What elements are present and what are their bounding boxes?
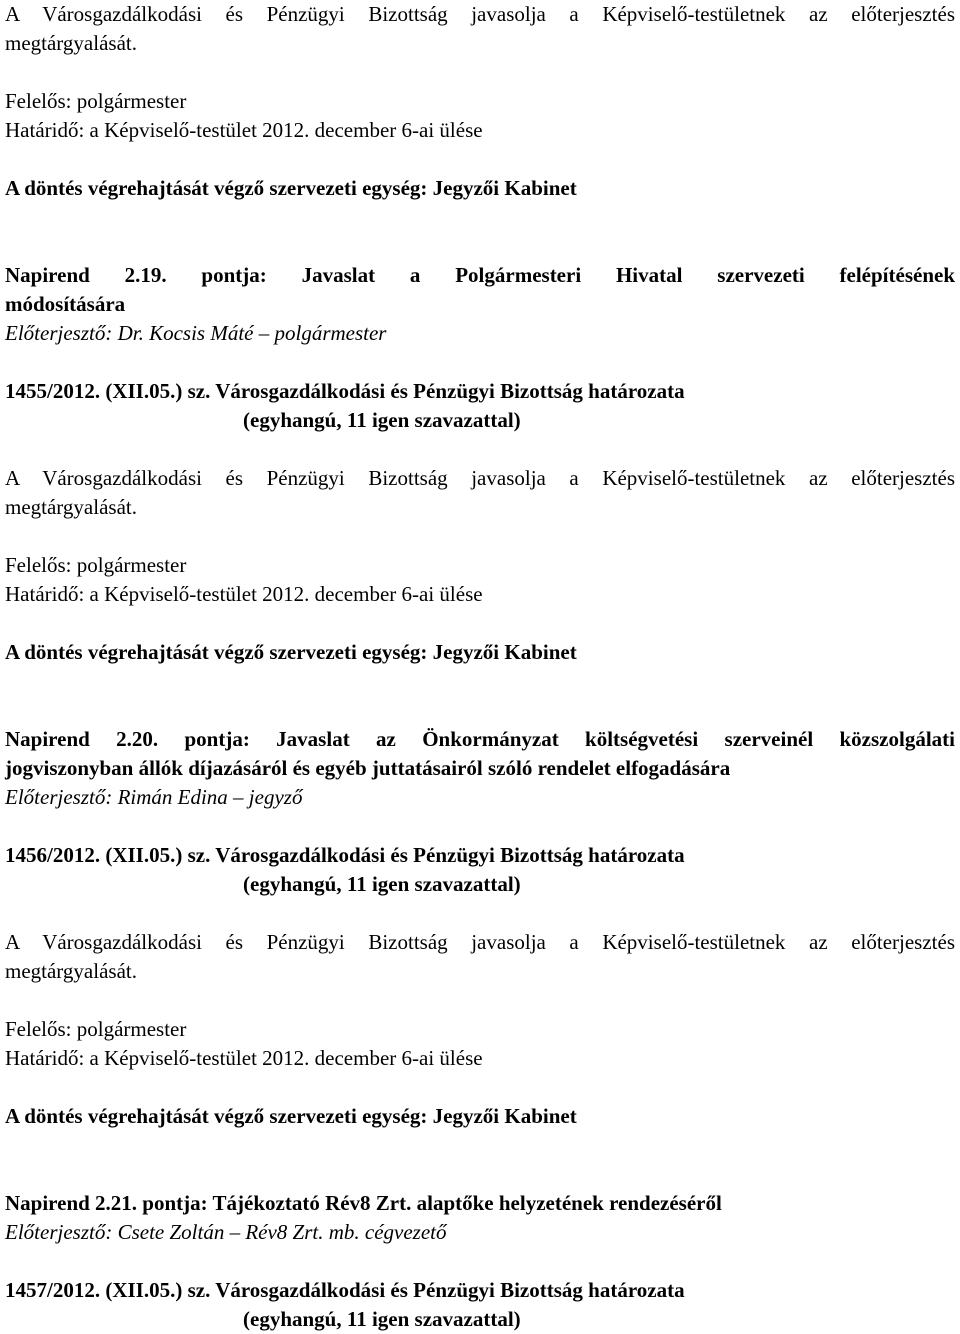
- recommendation-text: megtárgyalását.: [5, 959, 137, 983]
- vote-result: (egyhangú, 11 igen szavazattal): [243, 408, 521, 432]
- vote-result: (egyhangú, 11 igen szavazattal): [243, 1307, 521, 1331]
- recommendation-text: A Városgazdálkodási és Pénzügyi Bizottság javasolja a Képviselő-testületnek az előterjesztés: [5, 2, 955, 26]
- executor-line: A döntés végrehajtását végző szervezeti egység: Jegyzői Kabinet: [5, 640, 577, 664]
- recommendation-text: A Városgazdálkodási és Pénzügyi Bizottság javasolja a Képviselő-testületnek az előterjesztés: [5, 930, 955, 954]
- agenda-title: Napirend 2.21. pontja: Tájékoztató Rév8 Zrt. alaptőke helyzetének rendezéséről: [5, 1191, 722, 1215]
- recommendation-text: megtárgyalását.: [5, 31, 137, 55]
- responsible-line: Felelős: polgármester: [5, 553, 187, 577]
- resolution-heading: 1455/2012. (XII.05.) sz. Városgazdálkodási és Pénzügyi Bizottság határozata: [5, 379, 685, 403]
- presenter-line: Előterjesztő: Rimán Edina – jegyző: [5, 785, 303, 809]
- recommendation-text: megtárgyalását.: [5, 495, 137, 519]
- responsible-line: Felelős: polgármester: [5, 1017, 187, 1041]
- resolution-heading: 1457/2012. (XII.05.) sz. Városgazdálkodási és Pénzügyi Bizottság határozata: [5, 1278, 685, 1302]
- recommendation-text: A Városgazdálkodási és Pénzügyi Bizottság javasolja a Képviselő-testületnek az előterjesztés: [5, 466, 955, 490]
- executor-line: A döntés végrehajtását végző szervezeti egység: Jegyzői Kabinet: [5, 176, 577, 200]
- presenter-line: Előterjesztő: Csete Zoltán – Rév8 Zrt. mb. cégvezető: [5, 1220, 447, 1244]
- vote-result: (egyhangú, 11 igen szavazattal): [243, 872, 521, 896]
- deadline-line: Határidő: a Képviselő-testület 2012. december 6-ai ülése: [5, 1046, 483, 1070]
- agenda-title: Napirend 2.20. pontja: Javaslat az Önkormányzat költségvetési szerveinél közszolgálati: [5, 727, 955, 751]
- executor-line: A döntés végrehajtását végző szervezeti egység: Jegyzői Kabinet: [5, 1104, 577, 1128]
- agenda-title: módosítására: [5, 292, 126, 316]
- presenter-line: Előterjesztő: Dr. Kocsis Máté – polgármester: [5, 321, 387, 345]
- agenda-title: Napirend 2.19. pontja: Javaslat a Polgármesteri Hivatal szervezeti felépítésének: [5, 263, 955, 287]
- responsible-line: Felelős: polgármester: [5, 89, 187, 113]
- deadline-line: Határidő: a Képviselő-testület 2012. december 6-ai ülése: [5, 118, 483, 142]
- deadline-line: Határidő: a Képviselő-testület 2012. december 6-ai ülése: [5, 582, 483, 606]
- resolution-heading: 1456/2012. (XII.05.) sz. Városgazdálkodási és Pénzügyi Bizottság határozata: [5, 843, 685, 867]
- agenda-title: jogviszonyban állók díjazásáról és egyéb juttatásairól szóló rendelet elfogadására: [5, 756, 731, 780]
- document-page: [5, 0, 955, 1334]
